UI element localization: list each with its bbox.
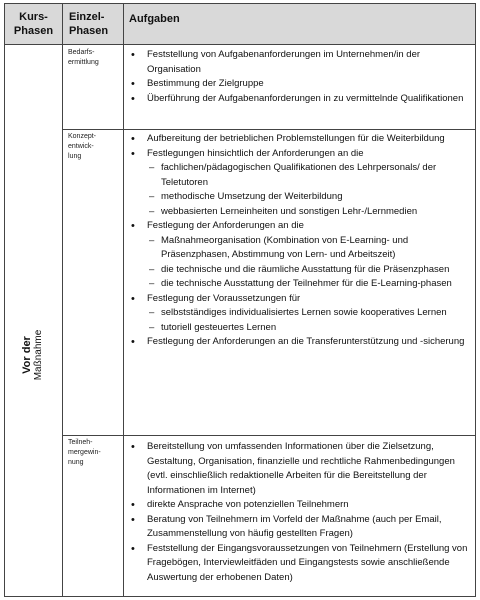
- task-item: • Feststellung von Aufgabenanforderungen im Unternehmen/in der Organisation: [129, 48, 471, 77]
- course-phase-subtitle: Maßnahme: [33, 329, 44, 381]
- task-table: [4, 3, 476, 597]
- header-kurs-phasen-text: Kurs- Phasen: [13, 11, 54, 37]
- subphase-konzeptentwicklung: Konzept- entwick- lung: [68, 133, 97, 160]
- subphase-bedarfsermittlung: Bedarfs- ermittlung: [68, 49, 99, 66]
- task-subitem: – fachlichen/pädagogischen Qualifikationen des Lehrpersonals/ der Teletutoren: [129, 161, 471, 190]
- task-item: • Festlegung der Voraussetzungen für: [129, 292, 471, 307]
- course-phase-cell: [5, 45, 62, 596]
- task-item: • Festlegung der Anforderungen an die Transferunterstützung und -sicherung: [129, 335, 471, 350]
- task-item: • Aufbereitung der betrieblichen Problemstellungen für die Weiterbildung: [129, 132, 471, 147]
- task-subitem: – tutoriell gesteuertes Lernen: [129, 321, 471, 336]
- task-item: • Überführung der Aufgabenanforderungen in zu vermittelnde Qualifikationen: [129, 92, 471, 107]
- task-item: • Festlegungen hinsichtlich der Anforderungen an die: [129, 147, 471, 162]
- column-divider: [123, 4, 124, 596]
- task-subitem: – die technische Ausstattung der Teilnehmer für die E-Learning-phasen: [129, 277, 471, 292]
- course-phase-title: Vor der: [21, 336, 33, 374]
- column-divider: [62, 4, 63, 596]
- task-item: • Bestimmung der Zielgruppe: [129, 77, 471, 92]
- header-aufgaben: [123, 4, 475, 44]
- task-list-konzeptentwicklung: [129, 132, 471, 350]
- task-subitem: – selbstständiges individualisiertes Lernen sowie kooperatives Lernen: [129, 306, 471, 321]
- task-item: • Beratung von Teilnehmern im Vorfeld der Maßnahme (auch per Email, Zusammenstellung von häufig gestellten Fragen): [129, 513, 471, 542]
- task-item: • Bereitstellung von umfassenden Informationen über die Zielsetzung, Gestaltung, Organisation, finanzielle und rechtliche Rahmenbedingungen (evtl. einschließlich redaktionelle Arbeiten für die Bereitstellung der Informationen im Internet): [129, 440, 471, 498]
- task-item: • direkte Ansprache von potenziellen Teilnehmern: [129, 498, 471, 513]
- header-einzel-phasen-text: Einzel- Phasen: [69, 11, 109, 37]
- header-kurs-phasen: [5, 4, 62, 44]
- row-divider: [62, 129, 475, 130]
- task-list-teilnehmergewinnung: [129, 440, 471, 585]
- table-header: [5, 4, 475, 45]
- task-subitem: – methodische Umsetzung der Weiterbildung: [129, 190, 471, 205]
- task-subitem: – webbasierten Lerneinheiten und sonstigen Lehr-/Lernmedien: [129, 205, 471, 220]
- header-aufgaben-text: Aufgaben: [129, 13, 180, 25]
- course-phase-label: [21, 330, 45, 381]
- subphase-teilnehmergewinnung: Teilneh- mergewin- nung: [68, 439, 101, 466]
- task-item: • Festlegung der Anforderungen an die: [129, 219, 471, 234]
- task-item: • Feststellung der Eingangsvoraussetzungen von Teilnehmern (Erstellung von Fragebögen, Interviewleitfäden und Eingangstests sowie anschließende Auswertung der erhobenen Daten): [129, 542, 471, 586]
- task-subitem: – die technische und die räumliche Ausstattung für die Präsenzphasen: [129, 263, 471, 278]
- header-einzel-phasen: [62, 4, 123, 44]
- task-list-bedarfsermittlung: [129, 48, 471, 106]
- row-divider: [62, 435, 475, 436]
- task-subitem: – Maßnahmeorganisation (Kombination von E-Learning- und Präsenzphasen, Abstimmung von Lern- und Arbeitszeit): [129, 234, 471, 263]
